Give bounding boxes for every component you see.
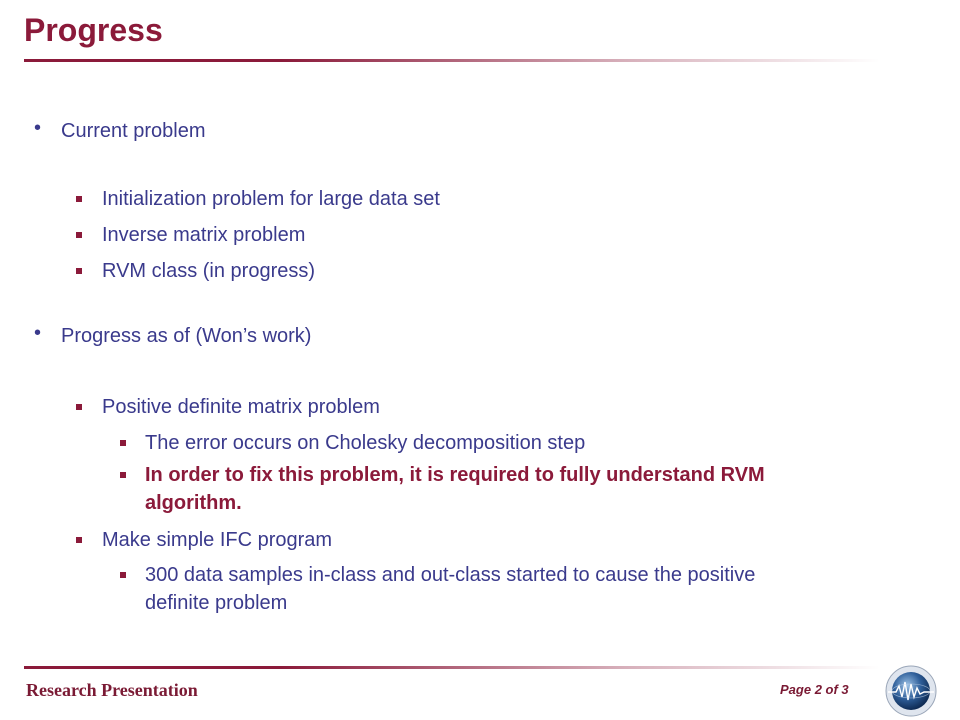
footer-title: Research Presentation: [26, 680, 198, 700]
bullet-dot: •: [34, 117, 42, 139]
subsubbullet-300-samples: 300 data samples in-class and out-class started to cause the positive: [145, 564, 756, 586]
subsubbullet-cholesky: The error occurs on Cholesky decomposition step: [145, 432, 586, 454]
square-bullet-icon: [120, 440, 126, 446]
footer-divider: [24, 666, 880, 669]
subsubbullet-300-samples-cont: definite problem: [145, 592, 288, 614]
subbullet-ifc-program: Make simple IFC program: [102, 529, 333, 551]
square-bullet-icon: [76, 537, 82, 543]
subbullet-rvm-class: RVM class (in progress): [102, 260, 316, 282]
bullet-current-problem: Current problem: [61, 120, 206, 142]
subbullet-positive-definite: Positive definite matrix problem: [102, 396, 380, 418]
square-bullet-icon: [76, 196, 82, 202]
bullet-progress: Progress as of (Won’s work): [61, 325, 312, 347]
square-bullet-icon: [76, 232, 82, 238]
page-of: of: [821, 682, 842, 697]
square-bullet-icon: [76, 268, 82, 274]
page-number: [780, 682, 849, 697]
globe-waveform-logo-icon: [884, 664, 938, 718]
page-title: Progress: [24, 12, 163, 48]
page-current: 2: [814, 682, 822, 697]
page-total: 3: [841, 682, 849, 697]
subbullet-inverse-matrix: Inverse matrix problem: [102, 224, 306, 246]
square-bullet-icon: [120, 572, 126, 578]
subsubbullet-fix-problem: In order to fix this problem, it is required to fully understand RVM: [145, 464, 765, 486]
square-bullet-icon: [76, 404, 82, 410]
subbullet-init-problem: Initialization problem for large data set: [102, 188, 440, 210]
square-bullet-icon: [120, 472, 126, 478]
subsubbullet-fix-problem-cont: algorithm.: [145, 492, 242, 514]
bullet-dot: •: [34, 322, 42, 344]
page-prefix: Page: [780, 682, 815, 697]
